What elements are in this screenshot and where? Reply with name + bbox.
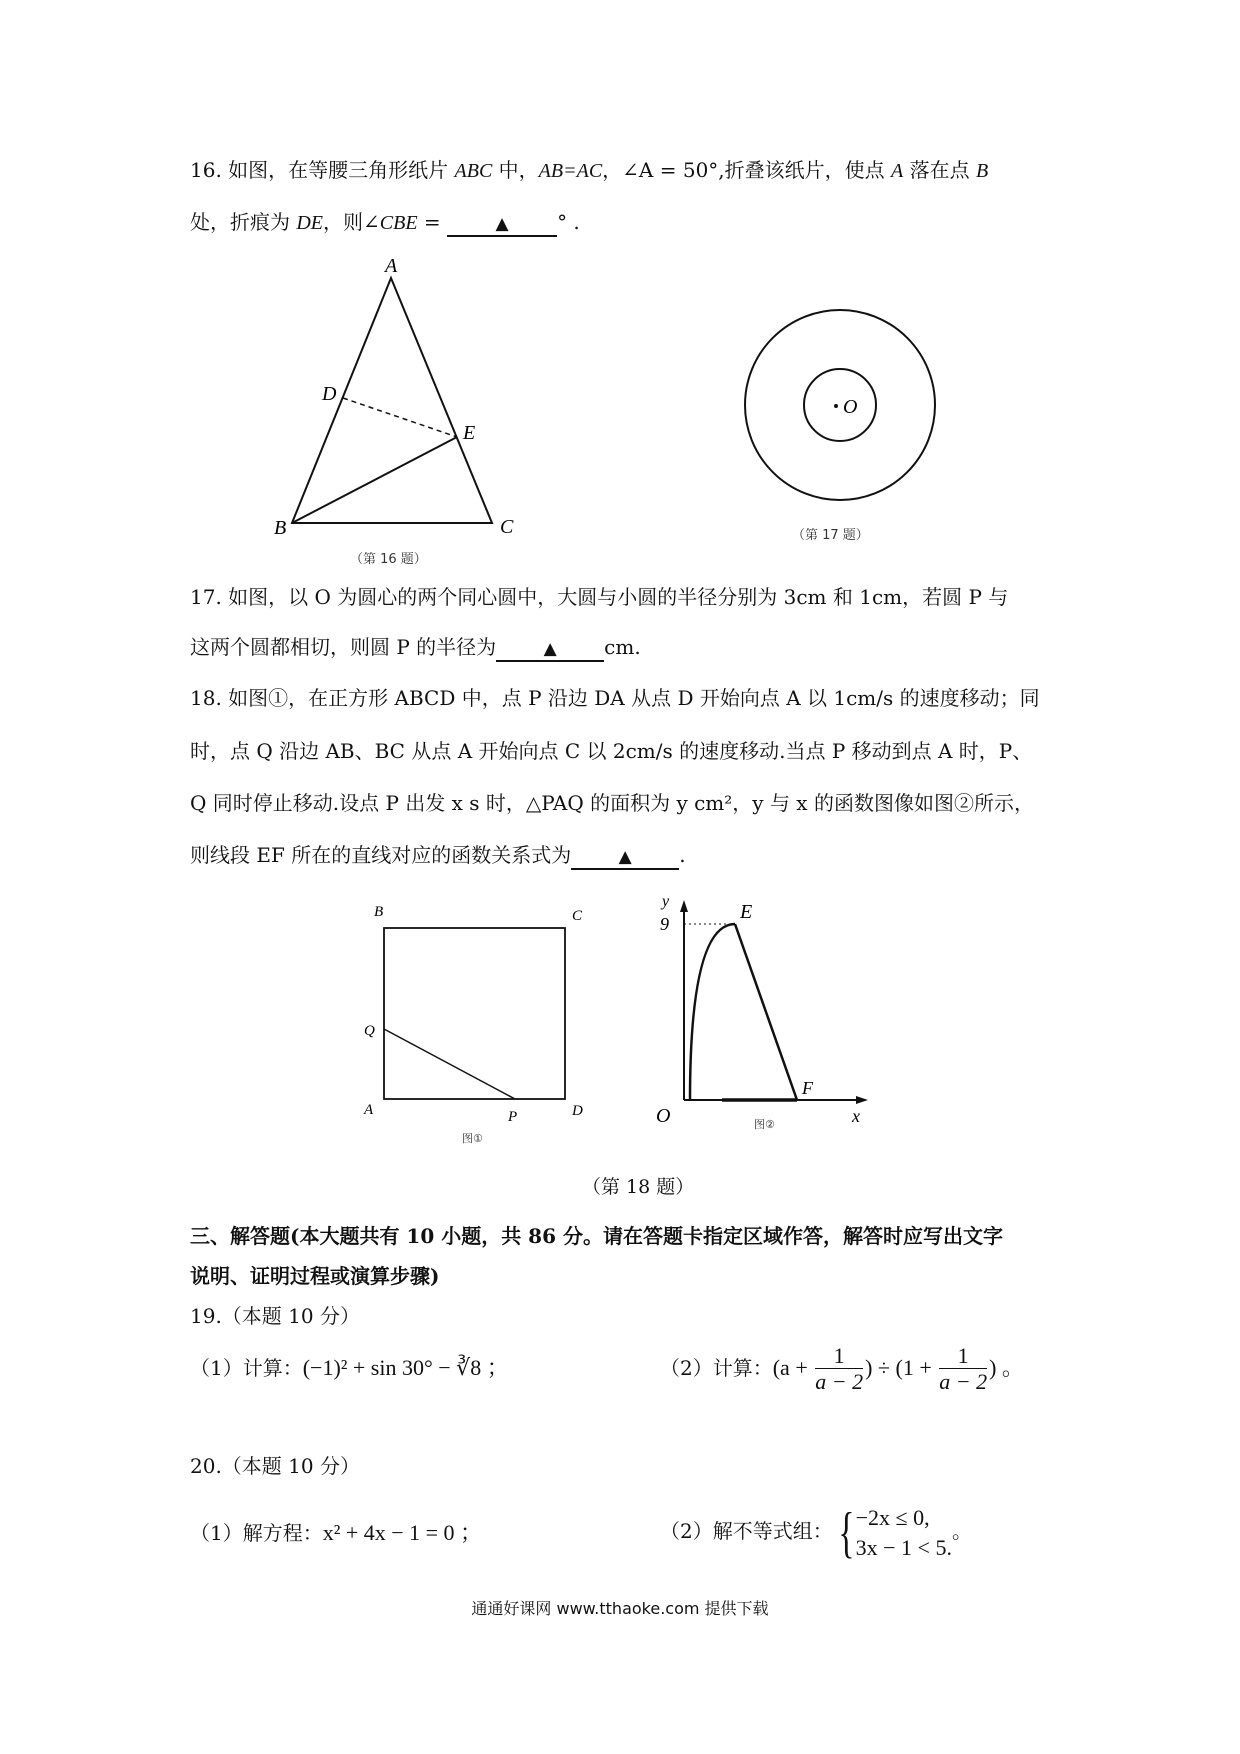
q16-line1: 16. 如图，在等腰三角形纸片 ABC 中，AB=AC，∠A = 50°,折叠该纸片，使点 A 落在点 B xyxy=(190,158,989,182)
q20-part1: （1）解方程：x² + 4x − 1 = 0 ； xyxy=(190,1520,483,1545)
label-y: y xyxy=(662,893,670,910)
label-c: C xyxy=(572,908,583,924)
figure-18-square xyxy=(360,900,600,1135)
label-p: P xyxy=(508,1109,518,1125)
figure-16-triangle xyxy=(260,250,540,560)
q20-header: 20.（本题 10 分） xyxy=(190,1454,360,1478)
q17-line2: 这两个圆都相切，则圆 P 的半径为 ▲ cm. xyxy=(190,633,641,662)
label-c: C xyxy=(500,516,514,538)
fraction: $\frac{1}{a - 2}$ xyxy=(815,1343,864,1394)
brace: { xyxy=(838,1501,855,1564)
label-a: A xyxy=(364,1102,374,1118)
section-3-line1: 三、解答题(本大题共有 10 小题，共 86 分。请在答题卡指定区域作答，解答时应写出文字 xyxy=(190,1224,1003,1248)
label-d: D xyxy=(572,1103,583,1119)
figure-18-graph xyxy=(650,888,880,1128)
label-q: Q xyxy=(364,1023,375,1039)
figure-18-caption: （第 18 题） xyxy=(582,1176,695,1198)
label-nine: 9 xyxy=(660,914,669,934)
q19-header: 19.（本题 10 分） xyxy=(190,1304,360,1328)
fraction: $\frac{1}{a - 2}$ xyxy=(939,1343,988,1394)
q19-part1: （1）计算：(−1)² + sin 30° − ∛8 ； xyxy=(190,1355,509,1380)
figure-17-circles xyxy=(720,305,960,505)
figure-17-caption: （第 17 题） xyxy=(792,528,869,543)
q16-answer-blank: ▲ xyxy=(447,213,557,237)
label-d: D xyxy=(322,383,337,405)
q16-line2: 处，折痕为 DE，则∠CBE = ▲ ° . xyxy=(190,208,580,237)
figure-18b-caption: 图② xyxy=(754,1118,775,1131)
q18-answer-blank: ▲ xyxy=(571,846,679,870)
figure-16-caption: （第 16 题） xyxy=(350,552,427,567)
section-3-line2: 说明、证明过程或演算步骤) xyxy=(190,1264,440,1288)
label-e: E xyxy=(463,422,476,444)
label-f: F xyxy=(802,1078,813,1098)
label-b: B xyxy=(374,904,384,920)
q19-part2: （2）计算：(a + $\frac{1}{a - 2}$ ) ÷ (1 + $\frac{1}{a - 2}$ ) 。 xyxy=(660,1343,1024,1394)
inequality-system: −2x ≤ 0, 3x − 1 < 5. xyxy=(855,1504,952,1560)
q18-line3: Q 同时停止移动.设点 P 出发 x s 时，△PAQ 的面积为 y cm²，y 与 x 的函数图像如图②所示， xyxy=(190,791,1034,815)
label-b: B xyxy=(274,517,287,539)
q17-line1: 17. 如图，以 O 为圆心的两个同心圆中，大圆与小圆的半径分别为 3cm 和 1cm，若圆 P 与 xyxy=(190,585,1009,609)
label-o: O xyxy=(843,396,858,418)
q18-line4: 则线段 EF 所在的直线对应的函数关系式为 ▲ . xyxy=(190,841,686,870)
figure-18a-caption: 图① xyxy=(462,1132,483,1145)
q20-part2: （2）解不等式组：{ −2x ≤ 0, 3x − 1 < 5. 。 xyxy=(660,1501,972,1564)
label-a: A xyxy=(385,255,398,277)
q17-answer-blank: ▲ xyxy=(496,638,604,662)
q18-line1: 18. 如图①，在正方形 ABCD 中，点 P 沿边 DA 从点 D 开始向点 A 以 1cm/s 的速度移动；同 xyxy=(190,686,1040,710)
footer-source: 通通好课网 www.tthaoke.com 提供下载 xyxy=(471,1599,769,1618)
label-e: E xyxy=(740,901,753,923)
q18-line2: 时，点 Q 沿边 AB、BC 从点 A 开始向点 C 以 2cm/s 的速度移动.当点 P 移动到点 A 时，P、 xyxy=(190,739,1033,763)
label-x: x xyxy=(852,1106,860,1126)
label-o: O xyxy=(656,1105,671,1127)
